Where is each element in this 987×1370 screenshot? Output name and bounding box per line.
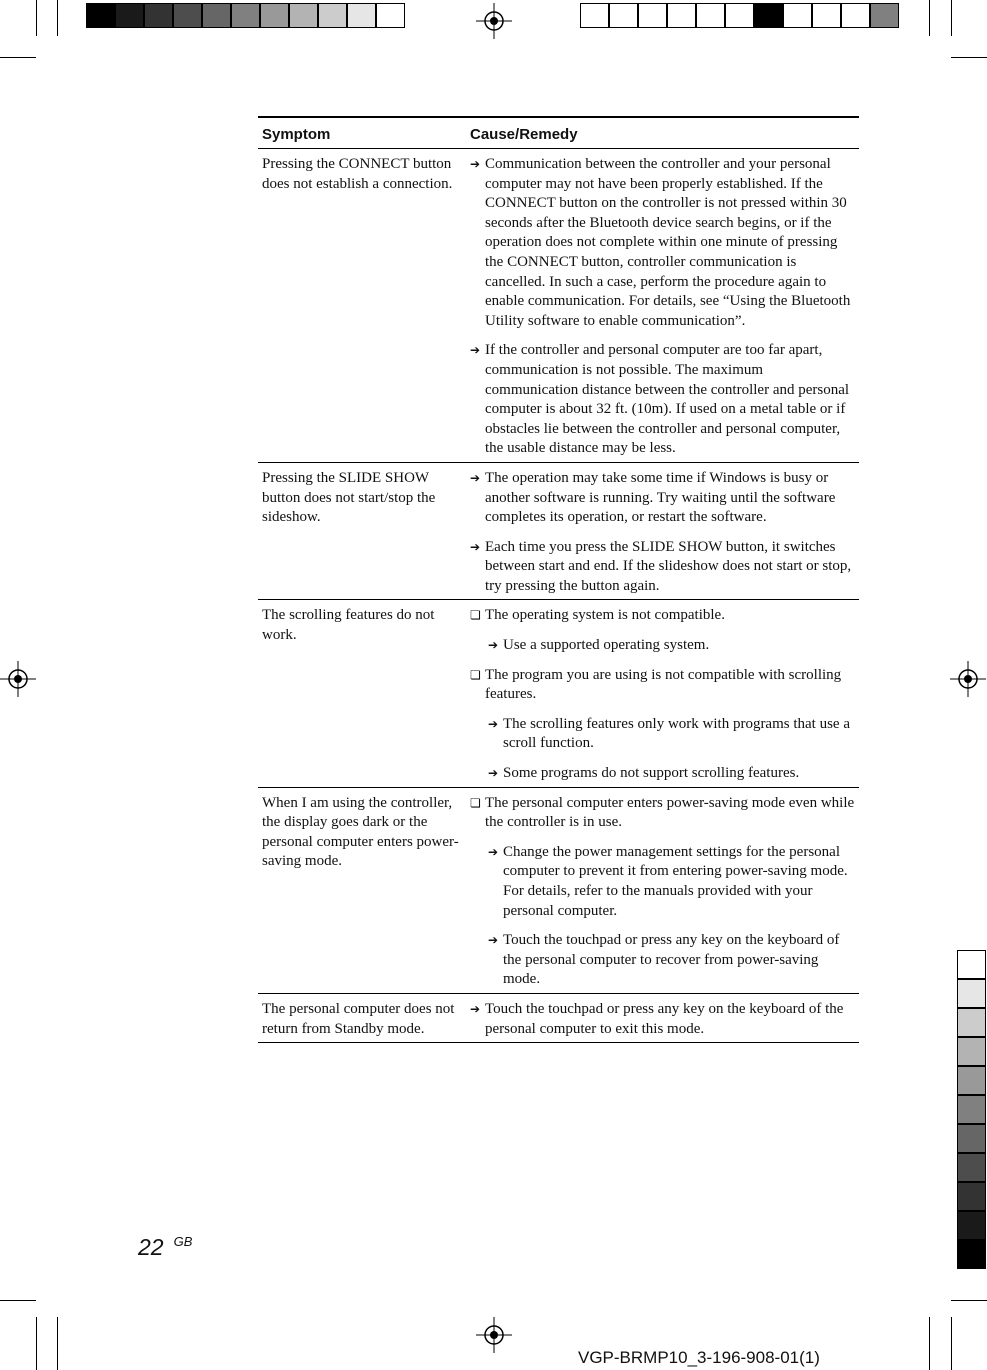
color-swatch [580,3,609,28]
checkbox-icon: ❏ [470,667,481,682]
color-swatch [754,3,783,28]
page-number [138,1234,192,1261]
crop-mark [929,1317,930,1370]
crop-mark [57,1317,58,1370]
color-swatch [173,3,202,28]
color-swatch [783,3,812,28]
color-swatch [289,3,318,28]
remedy-item [470,764,855,784]
remedy-item [470,794,855,833]
color-swatch [957,1066,986,1095]
symptom-cell: Pressing the CONNECT button does not establish a connection. [258,149,466,463]
crop-mark [929,0,930,36]
remedy-text: Some programs do not support scrolling features. [503,765,800,782]
symptom-cell: The scrolling features do not work. [258,600,466,787]
remedy-text: Use a supported operating system. [503,637,710,654]
arrow-icon: ➔ [488,766,499,781]
arrow-icon: ➔ [488,933,499,948]
color-swatch [86,3,115,28]
table-row [258,462,859,600]
crop-mark [0,57,36,58]
remedy-item [470,341,855,459]
color-swatch [957,979,986,1008]
remedy-cell [466,149,859,463]
remedy-item [470,715,855,754]
registration-mark-icon [0,661,36,697]
remedy-text: The operation may take some time if Windows is busy or another software is running. Try waiting until the software completes its operation, or restart the software. [485,469,836,526]
arrow-icon: ➔ [470,470,481,485]
remedy-text: The scrolling features only work with programs that use a scroll function. [503,715,850,752]
remedy-item [470,1000,855,1039]
color-swatch [318,3,347,28]
color-swatch [347,3,376,28]
remedy-item [470,606,855,626]
checkbox-icon: ❏ [470,795,481,810]
remedy-item [470,843,855,921]
color-swatch [696,3,725,28]
color-swatch [957,1095,986,1124]
color-swatch [260,3,289,28]
crop-mark [36,0,37,36]
page-number-value: 22 [138,1234,164,1260]
symptom-header: Symptom [258,117,466,149]
document-code: VGP-BRMP10_3-196-908-01(1) [578,1348,820,1367]
remedy-text: The program you are using is not compatible with scrolling features. [485,666,842,703]
color-swatch [725,3,754,28]
table-row [258,787,859,993]
remedy-text: Communication between the controller and your personal computer may not have been properly established. If the CONNECT button on the controller is not pressed within 30 seconds after the Bluetooth device search begins, or if the operation does not complete within one minute of pressing the CONNECT button, controller communication is cancelled. In such a case, perform the procedure again to enable communication. For details, see “Using the Bluetooth Utility software to enable communication”. [485,156,851,329]
crop-mark [57,0,58,36]
page-lang: GB [173,1234,193,1249]
remedy-cell [466,993,859,1042]
crop-mark [951,0,952,36]
remedy-cell [466,600,859,787]
checkbox-icon: ❏ [470,608,481,623]
color-swatch [202,3,231,28]
color-swatch [609,3,638,28]
color-swatch [870,3,899,28]
remedy-text: If the controller and personal computer are too far apart, communication is not possible. The maximum communication distance between the controller and personal computer is about 32 ft. (10m). If used on a metal table or if obstacles lie between the controller and personal computer, the usable distance may be less. [485,342,850,457]
color-swatch [957,1211,986,1240]
arrow-icon: ➔ [470,157,481,171]
remedy-item [470,931,855,990]
symptom-cell: Pressing the SLIDE SHOW button does not start/stop the sideshow. [258,462,466,600]
color-swatch [115,3,144,28]
remedy-item [470,636,855,656]
color-swatch [667,3,696,28]
symptom-cell: When I am using the controller, the display goes dark or the personal computer enters power-saving mode. [258,787,466,993]
color-swatch [957,950,986,979]
color-swatch [231,3,260,28]
remedy-header: Cause/Remedy [466,117,859,149]
remedy-item [470,666,855,705]
table-body [258,149,859,1043]
table-header-row [258,117,859,149]
table-row [258,600,859,787]
color-swatch [957,1153,986,1182]
remedy-text: The operating system is not compatible. [485,607,725,624]
crop-mark [0,1300,36,1301]
registration-mark-icon [476,1317,512,1353]
remedy-cell [466,787,859,993]
color-swatch [144,3,173,28]
color-swatch [957,1240,986,1269]
arrow-icon: ➔ [488,844,499,859]
table-row [258,993,859,1042]
color-swatch [957,1182,986,1211]
crop-mark [951,1317,952,1370]
troubleshooting-table [258,116,859,1043]
registration-mark-icon [476,3,512,39]
remedy-item [470,538,855,597]
registration-mark-icon [950,661,986,697]
remedy-text: Touch the touchpad or press any key on the keyboard of the personal computer to exit this mode. [485,1000,844,1037]
color-swatch [812,3,841,28]
remedy-item [470,155,855,331]
color-swatch [957,1124,986,1153]
remedy-text: Change the power management settings for the personal computer to prevent it from entering power-saving mode. For details, refer to the manuals provided with your personal computer. [503,843,848,919]
symptom-cell: The personal computer does not return from Standby mode. [258,993,466,1042]
remedy-item [470,469,855,528]
remedy-text: The personal computer enters power-saving mode even while the controller is in use. [485,794,855,831]
remedy-cell [466,462,859,600]
color-swatch [957,1008,986,1037]
crop-mark [951,57,987,58]
color-swatch [841,3,870,28]
crop-mark [951,1300,987,1301]
arrow-icon: ➔ [488,716,499,731]
crop-mark [36,1317,37,1370]
remedy-text: Each time you press the SLIDE SHOW button, it switches between start and end. If the slideshow does not start or stop, try pressing the button again. [485,538,852,594]
color-swatch [376,3,405,28]
table-row [258,149,859,463]
arrow-icon: ➔ [488,638,499,653]
remedy-text: Touch the touchpad or press any key on the keyboard of the personal computer to recover from power-saving mode. [503,932,840,988]
arrow-icon: ➔ [470,1001,481,1016]
color-swatch [638,3,667,28]
arrow-icon: ➔ [470,539,481,554]
color-swatch [957,1037,986,1066]
arrow-icon: ➔ [470,343,481,358]
